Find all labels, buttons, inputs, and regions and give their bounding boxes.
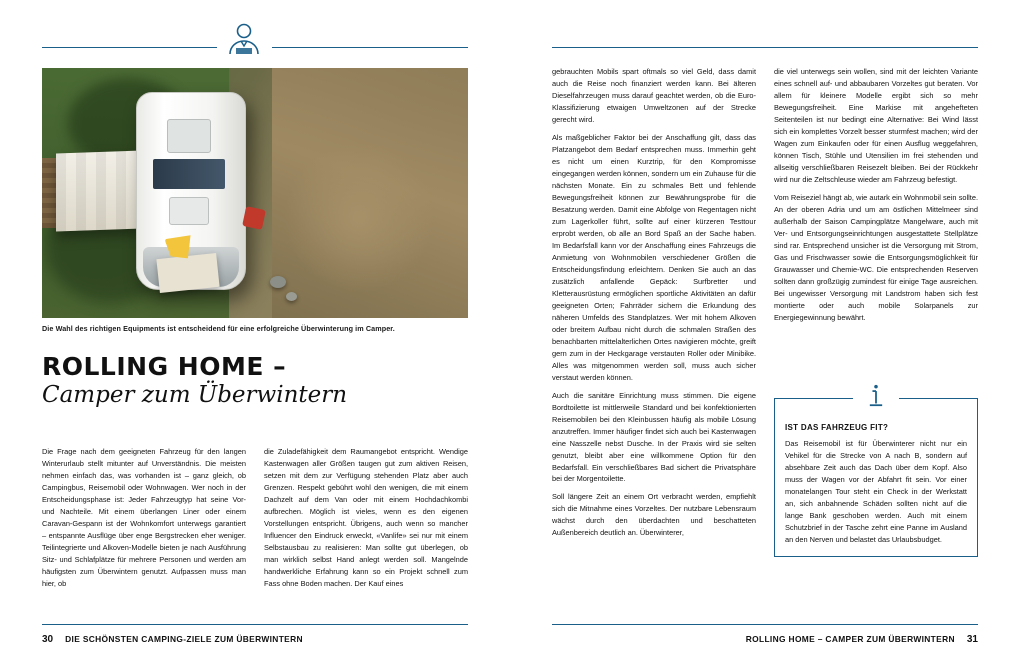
footer-rule-left [42, 624, 468, 625]
image-caption: Die Wahl des richtigen Equipments ist entscheidend für eine erfolgreiche Überwinterung im Camper. [42, 324, 395, 333]
paragraph: die viel unterwegs sein wollen, sind mit der leichten Variante eines schnell auf- und abbaubaren Vorzeltes gut beraten. Vor allem für kleinere Modelle ergibt sich so mehr Bewegungsfreiheit. Eine Markise mit angehefteten Seitenteilen ist nur bedingt eine Alternative: Bei Wind lässt sich ein komplettes Vorzelt besser sturmfest machen; wird der Wagen zum Einkaufen oder für einen Ausflug weggefahren, können Tisch, Stühle und Utensilien im frei stehenden und allseitig verschließbaren Reisezelt bleiben. Bei der Rückkehr wird nur die Zeltschleuse wieder am Fahrzeug befestigt. [774, 67, 978, 184]
page-title: ROLLING HOME – [42, 352, 287, 381]
left-page-body [42, 446, 468, 596]
photo-solar-panel [153, 159, 225, 189]
running-head: ROLLING HOME – CAMPER ZUM ÜBERWINTERN [745, 634, 955, 644]
body-column-2 [264, 446, 468, 596]
photo-outdoor-mat [156, 253, 219, 293]
info-icon [853, 381, 899, 416]
footer-left [42, 634, 303, 645]
photo-dirt-patch [284, 143, 434, 293]
aerial-campsite-photo [42, 68, 468, 318]
photo-roof-vent-rear [169, 197, 209, 225]
page-number: 31 [966, 634, 978, 645]
paragraph: Soll längere Zeit an einem Ort verbracht werden, empfiehlt sich die Mitnahme eines Vorzeltes. Der nutzbare Lebensraum wächst durch den überdachten und beschatteten Außenbereich deutlich an. Überwinterer, [552, 492, 756, 538]
paragraph: Als maßgeblicher Faktor bei der Anschaffung gilt, dass das Platzangebot dem Bedarf entsprechen muss. Immerhin geht es nicht um einen Kurztrip, für den Kompromisse eingegangen werden können, sondern um ein Zuhause für die nächsten Monate. Ein zu schmales Bett und fehlende Bewegungsfreiheit können zur Bewährungsprobe für die Besatzung werden. Damit eine Abfolge von Regentagen nicht zum Lagerkoller führt, sollte auf einer kürzeren Testtour erprobt werden, ob alle an Bord Spaß an der Sache haben. Im Bedarfsfall kann vor der Anschaffung eines Fahrzeugs die Anmietung von Wohnmobilen verschiedener Größen die Entscheidungsfindung erleichtern. Denken Sie auch an das zusätzlich anfallende Gepäck: Surfbretter und Kletterausrüstung ermöglichen sportliche Aktivitäten an dafür geeigneten Orten; Fahrräder sichern die Erkundung des näheren Umfelds des Standplatzes. Wer mit hohem Alkoven oder breitem Aufbau nicht durch die schmalen Straßen des benachbarten mittelalterlichen Ortes navigieren möchte, greift gern zum in der Heckgarage verstauten Roller oder Minibike. Alles was mitgenommen werden soll, muss auch sicher verstaut werden können. [552, 132, 756, 382]
photo-roof-vent-front [167, 119, 211, 153]
paragraph: Vom Reiseziel hängt ab, wie autark ein Wohnmobil sein sollte. An der oberen Adria und um am östlichen Mittelmeer sind außerhalb der Saison Campingplätze Mangelware, auch mit Ver- und Entsorgungseinrichtungen ausgestattete Stellplätze sind rar. Entsprechend unsicher ist die Versorgung mit Strom, Gas und Frischwasser sowie die Entsorgungsmöglichkeit für Grauwasser und Chemie-WC. Die entsprechenden Reserven sollten dann großzügig zumindest für einige Tage ausreichen. Bei ungewisser Versorgung mit Landstrom haben sich fest montierte oder auch mobile Solarpanels zur Energiegewinnung bewährt. [774, 192, 978, 322]
body-column-1 [42, 446, 246, 596]
top-rule-left [42, 47, 217, 48]
person-icon [222, 18, 266, 62]
paragraph: die Zuladefähigkeit dem Raumangebot entspricht. Wendige Kastenwagen aller Größen taugen gut zum aktiven Reisen, setzen mit dem zur Verfügung stehenden Platz aber auch Grenzen. Respekt gebührt wohl den wenigen, die mit einem Dachzelt auf dem Van oder mit einem Hochdachkombi aufbrechen. Möglich ist vieles, wenn es den eigenen Vorstellungen entspricht. Übrigens, auch wenn so mancher Influencer den Eindruck erweckt, «Vanlife» sei nur mit einem Selbstausbau zu realisieren: Man sollte gut überlegen, ob man wirklich selbst Hand anlegt werden soll. Mangelnde handwerkliche Erfahrung kann so ein Projekt schnell zum Fass ohne Boden machen. Der Kauf eines [264, 447, 468, 588]
body-column-3 [552, 66, 756, 545]
photo-rock-1 [270, 276, 286, 288]
top-rule-right-page [552, 47, 978, 48]
page-subtitle: Camper zum Überwintern [42, 382, 348, 408]
info-box [774, 398, 978, 557]
page-number: 30 [42, 634, 54, 645]
photo-awning-stripes [56, 150, 142, 231]
footer-rule-right [552, 624, 978, 625]
running-head: DIE SCHÖNSTEN CAMPING-ZIELE ZUM ÜBERWINTERN [65, 634, 303, 644]
top-rule-right [272, 47, 468, 48]
footer-right [746, 634, 978, 645]
right-page [510, 0, 1020, 667]
photo-awning [56, 150, 142, 231]
info-box-text: Das Reisemobil ist für Überwinterer nicht nur ein Vehikel für die Strecke von A nach B, sondern auf absehbare Zeit auch das Dach über dem Kopf. Also muss der Wagen vor der Abfahrt fit sein. Vor einer monatelangen Tour steht ein Check in der Werkstatt an, sich anbahnende Schäden sollten nicht auf die lange Bank geschoben werden. Auch mit einem Schutzbrief in der Tasche zehrt eine Panne im Ausland an den Nerven und belastet das Urlaubsbudget. [785, 439, 967, 544]
paragraph: Auch die sanitäre Einrichtung muss stimmen. Die eigene Bordtoilette ist mittlerweile Standard und bei konfektionierten Reisemobilen bei den Kleinbussen häufig als mobile Lösung anzutreffen. Immer häufiger findet sich auch bei Kastenwagen eine Nasszelle nebst Dusche. In der Praxis wird sie selten genutzt, bleibt aber eine willkommene Option für den Bedarfsfall. Ein verschließbares Bad sichert die Privatsphäre bei der Morgentoilette. [552, 390, 756, 484]
info-box-title: IST DAS FAHRZEUG FIT? [785, 423, 889, 432]
paragraph: Die Frage nach dem geeigneten Fahrzeug für den langen Winterurlaub stellt mitunter auf Unverständnis. Die meisten nehmen einfach das, was vorhanden ist – ganz gleich, ob Campingbus, Reisemobil oder Wohnwagen. Wer noch in der Entscheidungsphase ist: Jeder Fahrzeugtyp hat seine Vor- und Nachteile. Mit einem überlangen Liner oder einem Caravan-Gespann ist der Wohnkomfort unterwegs garantiert – entspannte Ausflüge über enge Bergstrecken eher weniger. Teilintegrierte und Alkoven-Modelle bieten je nach Ausführung Sitz- und Schlafplätze für mehrere Personen und werden am häufigsten zum Überwintern genutzt. Aufpassen muss man hier, ob [42, 447, 246, 588]
paragraph: gebrauchten Mobils spart oftmals so viel Geld, dass damit auch die Reise noch finanziert werden kann. Bei älteren Dieselfahrzeugen muss darauf geachtet werden, ob die Euro-Klassifizierung etwaigen Umweltzonen auf der Strecke gerecht wird. [552, 67, 756, 124]
photo-red-object [242, 206, 266, 230]
photo-rock-2 [286, 292, 297, 301]
